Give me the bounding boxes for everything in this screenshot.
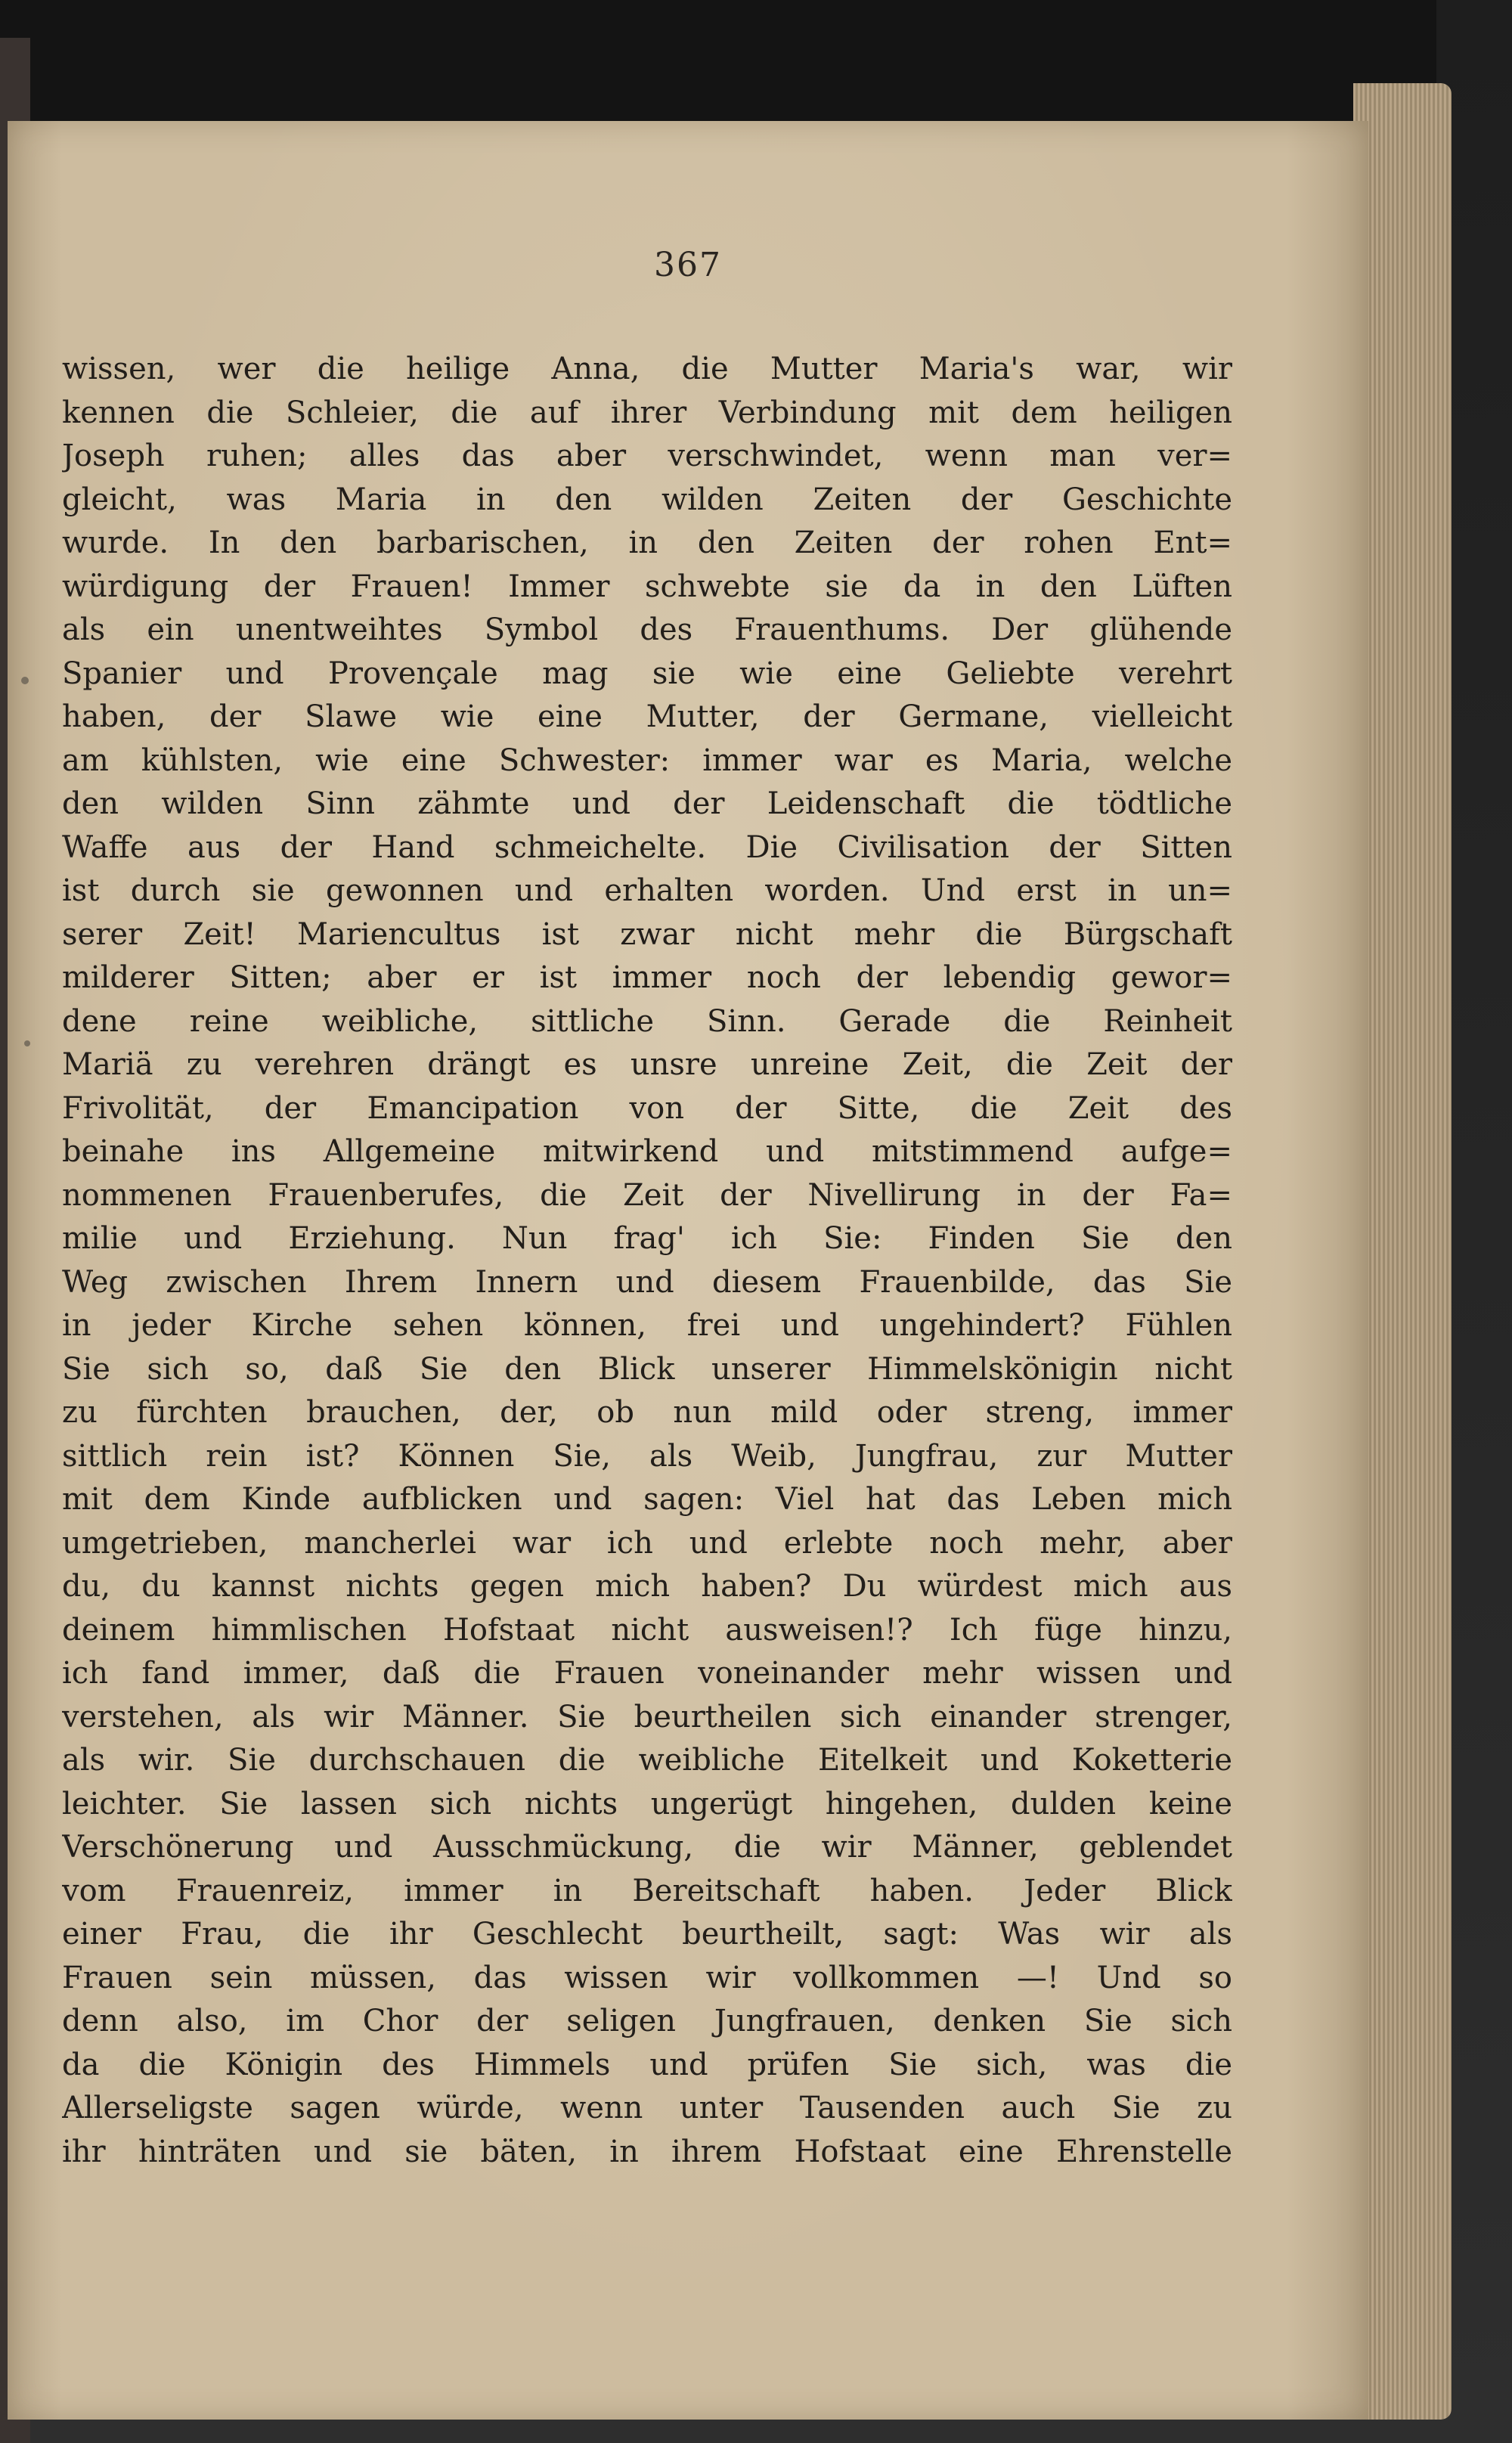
text-line: denn also, im Chor der seligen Jungfrauen, denken Sie sich [62, 2004, 1232, 2038]
text-line: leichter. Sie lassen sich nichts ungerügt hingehen, dulden keine [62, 1786, 1232, 1821]
text-line: beinahe ins Allgemeine mitwirkend und mitstimmend aufge= [62, 1134, 1232, 1169]
text-line: Frivolität, der Emancipation von der Sitte, die Zeit des [62, 1090, 1232, 1126]
text-line: zu fürchten brauchen, der, ob nun mild oder streng, immer [62, 1395, 1232, 1430]
text-line: als ein unentweihtes Symbol des Frauenthums. Der glühende [62, 612, 1232, 647]
text-line: ihr hinträten und sie bäten, in ihrem Hofstaat eine Ehrenstelle [62, 2134, 1232, 2169]
text-line: serer Zeit! Mariencultus ist zwar nicht mehr die Bürgschaft [62, 916, 1232, 952]
text-line: da die Königin des Himmels und prüfen Sie sich, was die [62, 2047, 1232, 2082]
text-line: ist durch sie gewonnen und erhalten worden. Und erst in un= [62, 873, 1232, 908]
text-line: einer Frau, die ihr Geschlecht beurtheilt, sagt: Was wir als [62, 1917, 1232, 1952]
text-line: Sie sich so, daß Sie den Blick unserer Himmelskönigin nicht [62, 1351, 1232, 1387]
text-line: milderer Sitten; aber er ist immer noch der lebendig gewor= [62, 960, 1232, 995]
text-line: Allerseligste sagen würde, wenn unter Tausenden auch Sie zu [62, 2091, 1232, 2125]
text-line: Spanier und Provençale mag sie wie eine Geliebte verehrt [62, 656, 1232, 691]
text-line: sittlich rein ist? Können Sie, als Weib, Jungfrau, zur Mutter [62, 1438, 1232, 1474]
margin-dot [21, 677, 29, 684]
text-line: den wilden Sinn zähmte und der Leidenschaft die tödtliche [62, 786, 1232, 821]
text-line: Verschönerung und Ausschmückung, die wir Männer, geblendet [62, 1830, 1232, 1865]
text-line: Waffe aus der Hand schmeichelte. Die Civilisation der Sitten [62, 829, 1232, 865]
text-line: deinem himmlischen Hofstaat nicht ausweisen!? Ich füge hinzu, [62, 1612, 1232, 1648]
text-line: in jeder Kirche sehen können, frei und ungehindert? Fühlen [62, 1308, 1232, 1343]
text-line: nommenen Frauenberufes, die Zeit der Nivellirung in der Fa= [62, 1177, 1232, 1213]
text-line: am kühlsten, wie eine Schwester: immer war es Maria, welche [62, 743, 1232, 778]
text-line: haben, der Slawe wie eine Mutter, der Germane, vielleicht [62, 699, 1232, 734]
text-line: Weg zwischen Ihrem Innern und diesem Frauenbilde, das Sie [62, 1264, 1232, 1300]
text-line: kennen die Schleier, die auf ihrer Verbindung mit dem heiligen [62, 395, 1232, 430]
text-line: würdigung der Frauen! Immer schwebte sie da in den Lüften [62, 569, 1232, 604]
text-line: du, du kannst nichts gegen mich haben? Du würdest mich aus [62, 1569, 1232, 1604]
text-line: gleicht, was Maria in den wilden Zeiten der Geschichte [62, 482, 1232, 517]
text-line: mit dem Kinde aufblicken und sagen: Viel hat das Leben mich [62, 1482, 1232, 1517]
text-line: Mariä zu verehren drängt es unsre unreine Zeit, die Zeit der [62, 1047, 1232, 1082]
text-line: ich fand immer, daß die Frauen voneinander mehr wissen und [62, 1656, 1232, 1691]
book-cover-top [0, 0, 1436, 121]
margin-dot [24, 1040, 30, 1046]
text-line: dene reine weibliche, sittliche Sinn. Gerade die Reinheit [62, 1003, 1232, 1039]
page-number: 367 [654, 246, 722, 284]
text-line: verstehen, als wir Männer. Sie beurtheilen sich einander strenger, [62, 1699, 1232, 1735]
text-line: wissen, wer die heilige Anna, die Mutter Maria's war, wir [62, 352, 1232, 386]
text-line: Joseph ruhen; alles das aber verschwindet, wenn man ver= [62, 439, 1232, 473]
body-text [62, 348, 1232, 2174]
text-line: wurde. In den barbarischen, in den Zeiten der rohen Ent= [62, 525, 1232, 560]
text-line: umgetrieben, mancherlei war ich und erlebte noch mehr, aber [62, 1525, 1232, 1561]
text-line: als wir. Sie durchschauen die weibliche Eitelkeit und Koketterie [62, 1743, 1232, 1778]
text-line: vom Frauenreiz, immer in Bereitschaft haben. Jeder Blick [62, 1873, 1232, 1908]
book-page [8, 121, 1368, 2420]
text-line: milie und Erziehung. Nun frag' ich Sie: Finden Sie den [62, 1221, 1232, 1256]
text-line: Frauen sein müssen, das wissen wir vollkommen —! Und so [62, 1960, 1232, 1995]
